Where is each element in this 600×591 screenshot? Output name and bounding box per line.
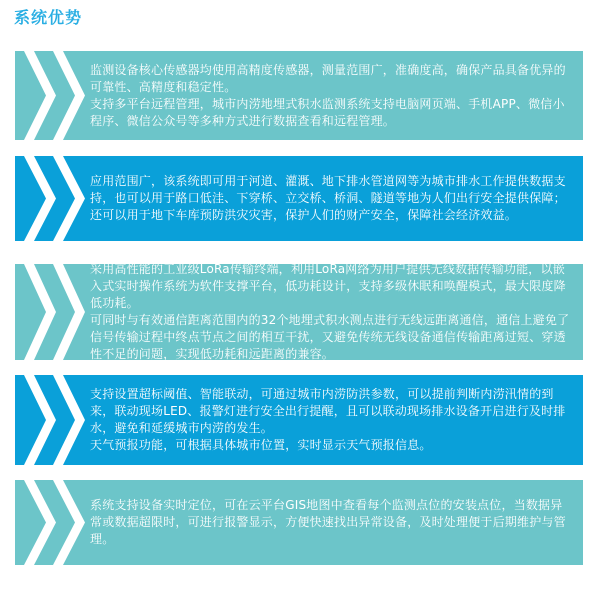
double-chevron-right-icon <box>15 264 115 360</box>
advantages-list <box>15 51 583 565</box>
band-paragraph: 天气预报功能，可根据具体城市位置，实时显示天气预报信息。 <box>90 438 432 452</box>
band-paragraph: 系统支持设备实时定位，可在云平台GIS地图中查看每个监测点位的安装点位，当数据异常或数据超限时，可进行报警显示，方便快速找出异常设备，及时处理便于后期维护与管理。 <box>90 498 566 546</box>
band-paragraph: 应用范围广，该系统即可用于河道、灌溉、地下排水管道网等为城市排水工作提供数据支持，也可以用于路口低洼、下穿桥、立交桥、桥洞、隧道等地为人们出行安全提供保障；还可以用于地下车库预防洪灾灾害，保护人们的财产安全，保障社会经济效益。 <box>90 174 566 222</box>
double-chevron-right-icon <box>15 480 115 565</box>
band-paragraph: 监测设备核心传感器均使用高精度传感器，测量范围广，准确度高，确保产品具备优异的可靠性、高精度和稳定性。 <box>90 62 566 94</box>
band-paragraph: 采用高性能的工业级LoRa传输终端，利用LoRa网络为用户提供无线数据传输功能，以嵌入式实时操作系统为软件支撑平台，低功耗设计，支持多级休眠和唤醒模式，最大限度降低功耗。 <box>90 262 566 310</box>
band-paragraph: 支持多平台远程管理，城市内涝地埋式积水监测系统支持电脑网页端、手机APP、微信小程序、微信公众号等多种方式进行数据查看和远程管理。 <box>90 96 565 128</box>
band-text <box>90 261 574 363</box>
band-text <box>90 62 574 130</box>
double-chevron-right-icon <box>15 156 115 241</box>
page-title: 系统优势 <box>14 8 83 27</box>
double-chevron-right-icon <box>15 51 115 140</box>
advantage-band-4 <box>15 375 583 465</box>
advantage-band-1 <box>15 51 583 140</box>
advantage-band-5 <box>15 480 583 565</box>
band-text <box>90 386 574 454</box>
band-paragraph: 可同时与有效通信距离范围内的32个地埋式积水测点进行无线远距离通信，通信上避免了信号传输过程中终点节点之间的相互干扰，又避免传统无线设备通信传输距离过短、穿透性不足的问题，实现低功耗和远距离的兼容。 <box>90 313 570 361</box>
advantage-band-3 <box>15 264 583 360</box>
band-text <box>90 497 574 548</box>
band-paragraph: 支持设置超标阈值、智能联动，可通过城市内涝防洪参数，可以提前判断内涝汛情的到来，联动现场LED、报警灯进行安全出行提醒，且可以联动现场排水设备开启进行及时排水，避免和延缓城市内涝的发生。 <box>90 387 566 435</box>
system-advantages-page <box>0 8 600 591</box>
double-chevron-right-icon <box>15 375 115 465</box>
advantage-band-2 <box>15 156 583 241</box>
band-text <box>90 173 574 224</box>
